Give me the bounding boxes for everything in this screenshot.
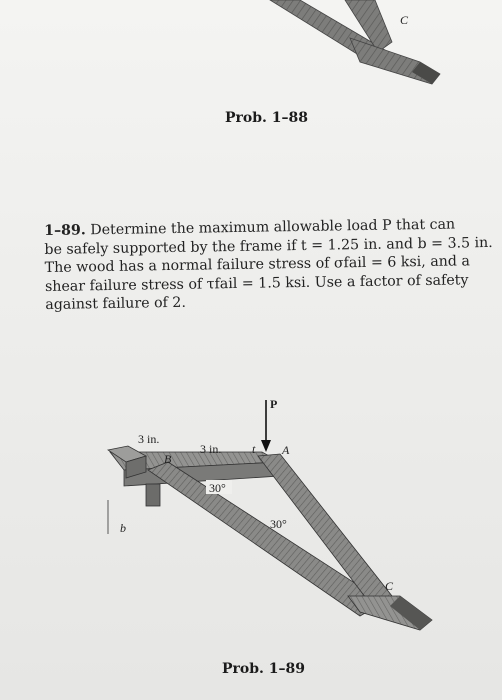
- thickness-t-label: t: [252, 442, 256, 456]
- post-b: [146, 484, 160, 506]
- width-b-label: b: [120, 521, 126, 535]
- dim-3in-mid: 3 in.: [200, 442, 222, 456]
- point-c-label: C: [385, 579, 394, 593]
- angle-2-label: 30°: [270, 517, 287, 531]
- load-p-label: P: [270, 397, 278, 411]
- point-b-label: B: [164, 452, 172, 466]
- problem-line-4: shear failure stress of τfail = 1.5 ksi. Use a factor of safety: [44, 272, 469, 295]
- angle-1-label: 30°: [209, 481, 226, 495]
- problem-line-5: against failure of 2.: [45, 295, 187, 314]
- problem-text-1: Determine the maximum allowable load P that can: [90, 216, 456, 239]
- problem-line-3: The wood has a normal failure stress of σfail = 6 ksi, and a: [44, 253, 471, 277]
- problem-number: 1–89.: [44, 222, 86, 239]
- top-label-c: C: [400, 13, 409, 27]
- member-bc: [148, 462, 384, 616]
- point-a-label: A: [282, 443, 290, 457]
- problem-line-2: be safely supported by the frame if t = 1.25 in. and b = 3.5 in.: [44, 234, 493, 258]
- caption-prob-1-89: Prob. 1–89: [222, 661, 306, 677]
- caption-prob-1-88: Prob. 1–88: [225, 110, 309, 126]
- dim-3in-left: 3 in.: [138, 432, 160, 446]
- load-arrow-head: [261, 440, 271, 452]
